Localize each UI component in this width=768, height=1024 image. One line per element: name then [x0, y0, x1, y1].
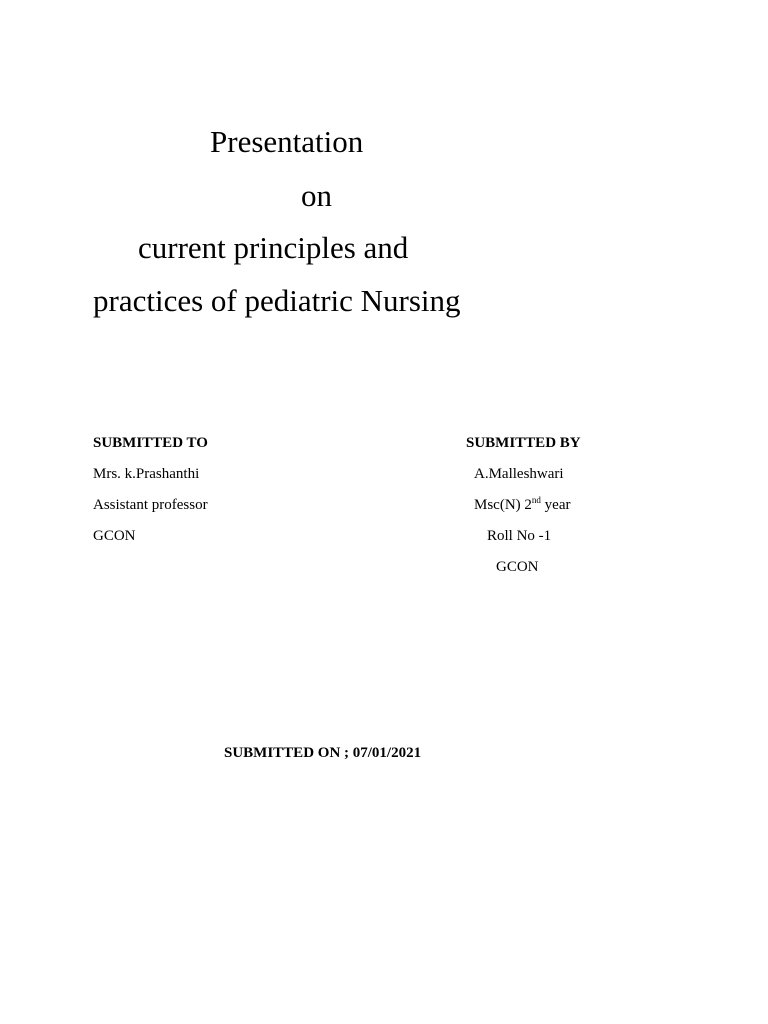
title-line-4: practices of pediatric Nursing — [93, 283, 461, 318]
submitted-by-course — [474, 495, 570, 515]
title-line-2: on — [301, 178, 332, 213]
title-line-3: current principles and — [138, 230, 409, 265]
submitted-to-designation: Assistant professor — [93, 497, 208, 513]
submitted-by-name: A.Malleshwari — [474, 466, 564, 482]
course-suffix: year — [540, 497, 571, 513]
submitted-by-roll: Roll No -1 — [487, 528, 552, 544]
submitted-on-date: SUBMITTED ON ; 07/01/2021 — [224, 745, 422, 761]
course-superscript: nd — [531, 495, 541, 505]
title-line-1: Presentation — [210, 124, 364, 159]
course-prefix: Msc(N) 2 — [474, 497, 532, 513]
submitted-by-heading: SUBMITTED BY — [466, 435, 581, 451]
submitted-by-institution: GCON — [496, 559, 539, 575]
submitted-to-institution: GCON — [93, 528, 136, 544]
submitted-to-heading: SUBMITTED TO — [93, 435, 208, 451]
submitted-to-name: Mrs. k.Prashanthi — [93, 466, 200, 482]
